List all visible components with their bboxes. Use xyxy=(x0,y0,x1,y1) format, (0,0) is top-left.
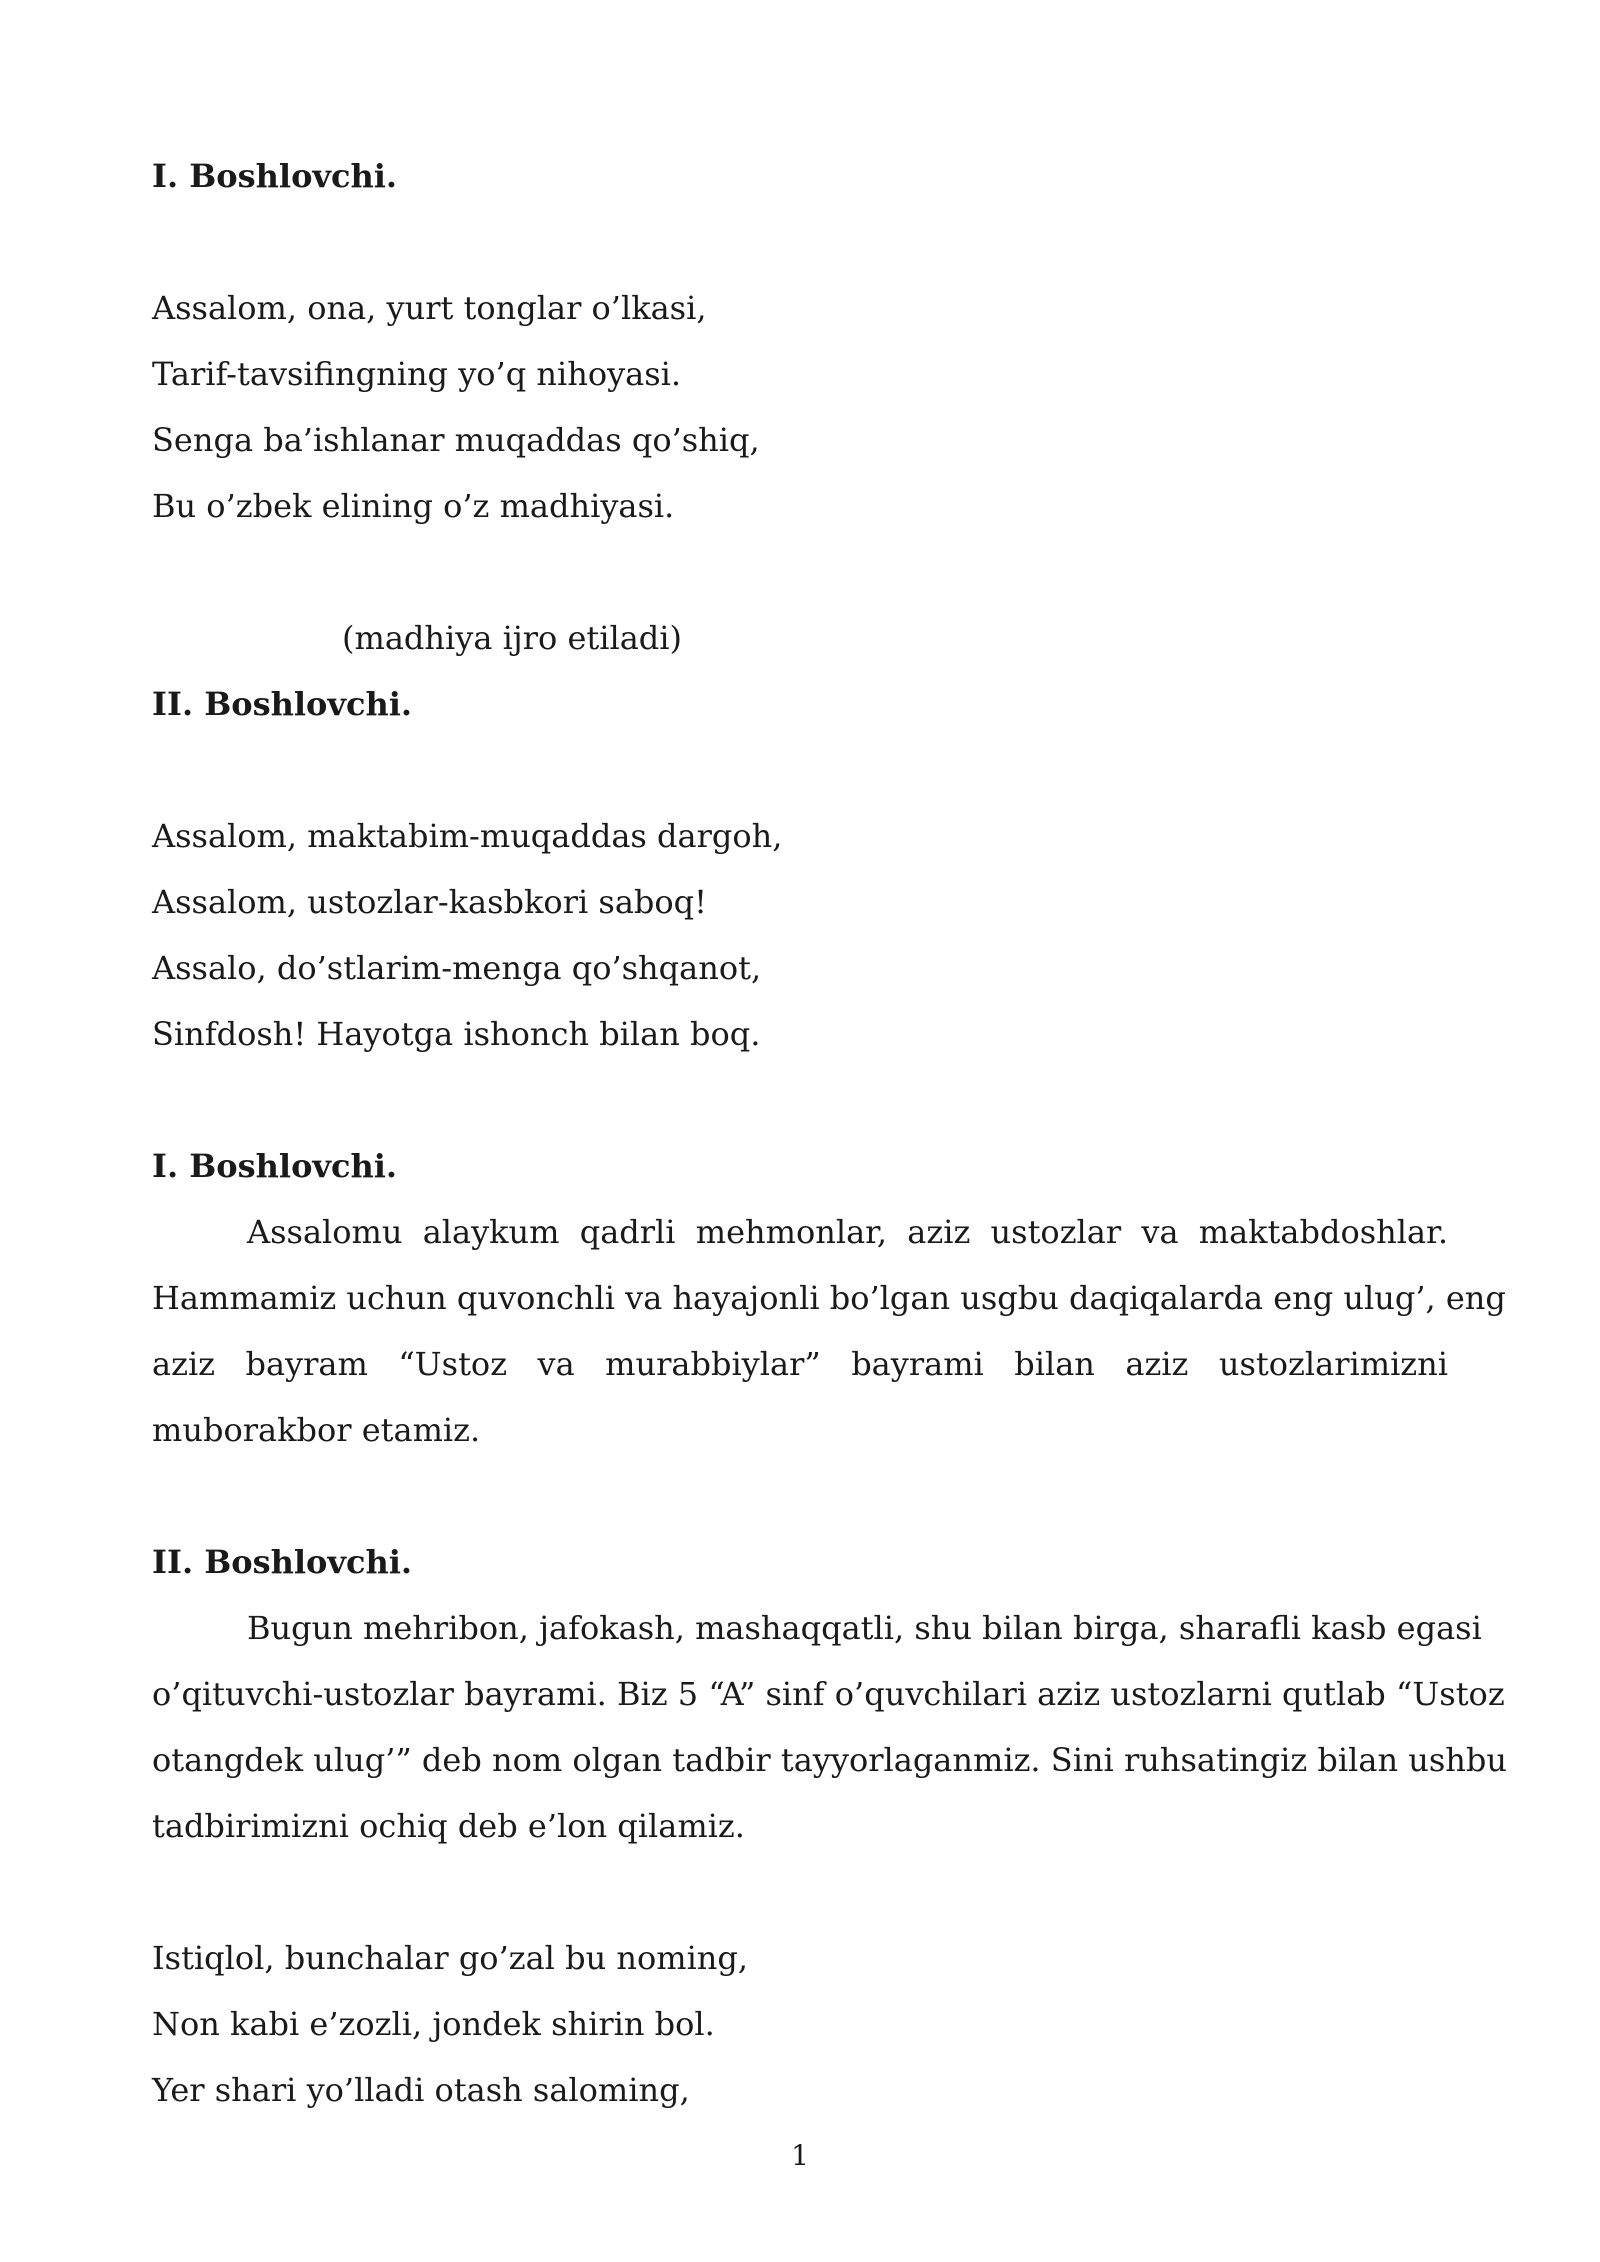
section-heading: II. Boshlovchi. xyxy=(152,1543,413,1581)
paragraph-line: tadbirimizni ochiq deb e’lon qilamiz. xyxy=(152,1807,745,1845)
paragraph-line: Bugun mehribon, jafokash, mashaqqatli, shu bilan birga, sharafli kasb egasi xyxy=(247,1609,1482,1647)
poem-line: Assalom, ustozlar-kasbkori saboq! xyxy=(152,883,707,921)
paragraph-line: Assalomu alaykum qadrli mehmonlar, aziz ustozlar va maktabdoshlar. xyxy=(247,1213,1448,1251)
poem-line: Yer shari yo’lladi otash saloming, xyxy=(152,2071,690,2109)
poem-line: Bu o’zbek elining o’z madhiyasi. xyxy=(152,487,675,525)
paragraph-line: o’qituvchi-ustozlar bayrami. Biz 5 “A” sinf o’quvchilari aziz ustozlarni qutlab “Ustoz xyxy=(152,1675,1505,1713)
stage-note: (madhiya ijro etiladi) xyxy=(342,619,682,657)
section-heading: I. Boshlovchi. xyxy=(152,157,398,195)
poem-line: Senga ba’ishlanar muqaddas qo’shiq, xyxy=(152,421,760,459)
paragraph-line: otangdek ulug’” deb nom olgan tadbir tayyorlaganmiz. Sini ruhsatingiz bilan ushbu xyxy=(152,1741,1507,1779)
paragraph-line: Hammamiz uchun quvonchli va hayajonli bo’lgan usgbu daqiqalarda eng ulug’, eng xyxy=(152,1279,1506,1317)
section-heading: II. Boshlovchi. xyxy=(152,685,413,723)
poem-line: Assalom, ona, yurt tonglar o’lkasi, xyxy=(152,289,707,327)
poem-line: Sinfdosh! Hayotga ishonch bilan boq. xyxy=(152,1015,761,1053)
poem-line: Non kabi e’zozli, jondek shirin bol. xyxy=(152,2005,715,2043)
poem-line: Assalom, maktabim-muqaddas dargoh, xyxy=(152,817,783,855)
paragraph-line: muborakbor etamiz. xyxy=(152,1411,481,1449)
poem-line: Assalo, do’stlarim-menga qo’shqanot, xyxy=(152,949,762,987)
poem-line: Istiqlol, bunchalar go’zal bu noming, xyxy=(152,1939,749,1977)
paragraph-line: aziz bayram “Ustoz va murabbiylar” bayrami bilan aziz ustozlarimizni xyxy=(152,1345,1448,1383)
poem-line: Tarif-tavsifingning yo’q nihoyasi. xyxy=(152,355,682,393)
section-heading: I. Boshlovchi. xyxy=(152,1147,398,1185)
page-number: 1 xyxy=(791,2139,809,2172)
